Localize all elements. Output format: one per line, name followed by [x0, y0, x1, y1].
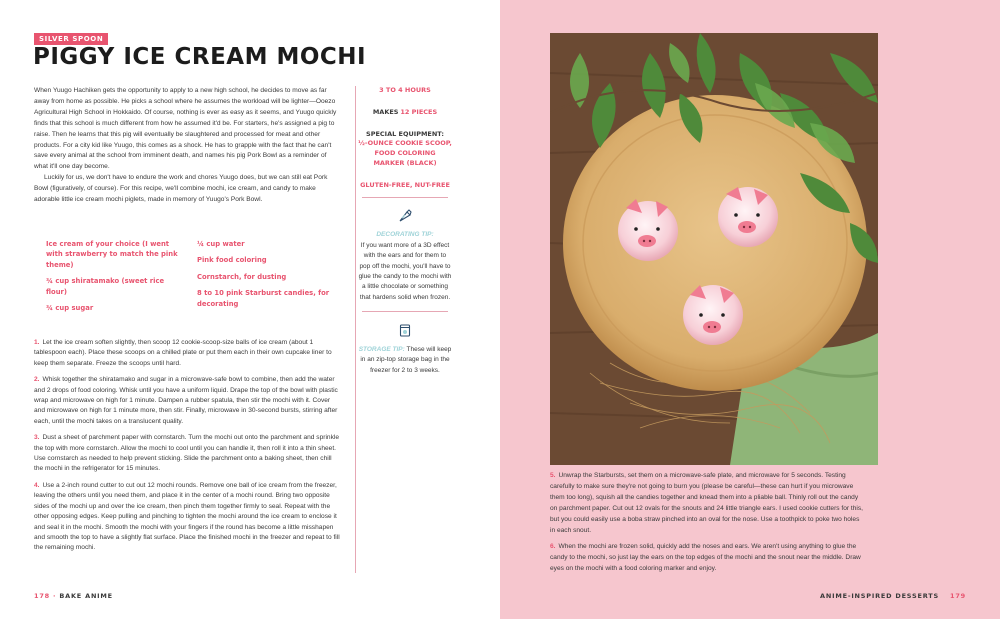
decorating-tip-body [358, 230, 452, 303]
pig-mochi [718, 187, 778, 247]
pig-mochi [683, 285, 743, 345]
step-number: 2. [34, 376, 40, 384]
yield-label: MAKES [372, 107, 399, 116]
recipe-sidebar [358, 86, 452, 388]
right-page [500, 0, 1000, 619]
sidebar-rule [362, 311, 448, 312]
storage-bag-icon [397, 322, 413, 338]
decorating-tip [358, 208, 452, 304]
ingredients-column-1 [46, 239, 186, 319]
step-number: 4. [34, 481, 40, 489]
decorating-tip-text: If you want more of a 3D effect with the ears and for them to pop off the mochi, you'll have to glue the candy to the mochi with a little chocolate or something that hardens solid when frozen. [358, 241, 452, 301]
step-text: Use a 2-inch round cutter to cut out 12 mochi rounds. Remove one ball of ice cream from the freezer, leaving the others until you need them, and place it in the center of a mochi round. Bring two opposite sides of the mochi up and over the ice cream, then pinch them together firmly to seal. Repeat with the other opposing edges. Keep pulling and pinching to tighten the mochi around the ice cream to enclose it and seal it in the mochi. Smooth the mochi with your fingers if the round has become a little misshapen and smooth the top to have a slightly flat surface. Place the finished mochi in the freezer and repeat to fill the remaining mochi. [34, 481, 340, 552]
mochi-photo [550, 33, 878, 465]
intro-paragraph: Luckily for us, we don't have to endure the work and chores Yuugo does, but we can still eat Pork Bowl (figuratively, of course). For this recipe, we'll combine mochi, ice cream, and candy to make adorable little ice cream mochi piglets, made in memory of Yuugo's Pork Bowl. [34, 174, 328, 204]
yield [358, 108, 452, 118]
sidebar-divider [355, 86, 356, 573]
equipment-label: SPECIAL EQUIPMENT: [366, 129, 444, 138]
source-badge: SILVER SPOON [34, 33, 108, 45]
instruction-step [34, 375, 340, 427]
intro-paragraph: When Yuugo Hachiken gets the opportunity to apply to a new high school, he decides to move as far away from home as possible. He picks a school where he assumes the workload will be lighter—Ooezo Agricultural High School in Hokkaido. Of course, nothing is ever as easy as it seems, and Yuugo quickly finds that this school is much different from how he assumed it'd be. For starters, he's assigned a pig to raise. Then he learns that this pig will eventually be slaughtered and processed for meat and other products. For a city kid like Yuugo, this comes as a shock. He has to grapple with the fact that he can't save every animal at the school from imminent death, and names his pig Pork Bowl as a reminder of what it'll one day become. [34, 87, 337, 171]
yield-value: 12 PIECES [400, 107, 438, 116]
page-footer-right [820, 592, 966, 600]
step-text: Unwrap the Starbursts, set them on a microwave-safe plate, and microwave for 5 seconds. Testing carefully to make sure they're not going to burn you (please be careful—these can hurt if you microwave them too long), squish all the candies together and knead them into a pliable ball. Thinly roll out the candy on parchment paper. Cut out 12 ovals for the snouts and 24 little triangle ears. I used cookie cutters for this, but you could easily use a boba straw pinched into an oval for the nose. Use a toothpick to poke two holes in each snout. [550, 472, 864, 534]
page-number: 179 [950, 592, 966, 600]
recipe-title: PIGGY ICE CREAM MOCHI [33, 44, 367, 70]
step-text: Let the ice cream soften slightly, then scoop 12 cookie-scoop-size balls of ice cream (about 1 tablespoon each). Place these scoops on a chilled plate or put them each in their own cupcake liner to keep them separate. Freeze the scoops until hard. [34, 339, 332, 367]
sidebar-rule [362, 197, 448, 198]
instruction-step [34, 338, 340, 369]
book-title: BAKE ANIME [59, 592, 113, 600]
page-number: 178 [34, 592, 50, 600]
step-number: 1. [34, 339, 40, 346]
instruction-step [550, 471, 866, 536]
instruction-step [550, 542, 866, 575]
ingredient: Cornstarch, for dusting [197, 272, 287, 281]
special-equipment [358, 130, 452, 169]
diet-info: GLUTEN-FREE, NUT-FREE [360, 180, 450, 189]
storage-tip-label: STORAGE TIP: [358, 346, 405, 354]
step-number: 5. [550, 472, 556, 479]
ingredients-column-2 [197, 239, 347, 315]
ingredient: ¾ cup sugar [46, 304, 94, 313]
intro-text [34, 86, 338, 206]
storage-tip-body [358, 345, 452, 376]
piping-bag-icon [397, 208, 413, 224]
ingredient: ¾ cup shiratamako (sweet rice flour) [46, 277, 165, 296]
decorating-tip-label: DECORATING TIP: [376, 231, 434, 239]
step-text: When the mochi are frozen solid, quickly add the noses and ears. We aren't using anything to glue the candy to the mochi, so just lay the ears on the top edges of the mochi and the snout near the middle. Draw eyes on the mochi with a food coloring marker and enjoy. [550, 543, 861, 573]
prep-time: 3 TO 4 HOURS [379, 86, 431, 94]
ingredient: Ice cream of your choice (I went with strawberry to match the pink theme) [46, 240, 178, 269]
step-number: 3. [34, 434, 40, 442]
step-text: Dust a sheet of parchment paper with cornstarch. Turn the mochi out onto the parchment and sprinkle the top with more cornstarch. Allow the mochi to cool until you can handle it, then roll it into a thin sheet. Use cornstarch as needed to help prevent sticking. Slide the parchment onto a baking sheet, then chill the mochi in the refrigerator for 15 minutes. [34, 434, 340, 473]
instruction-step [34, 433, 340, 475]
ingredient: ¼ cup water [197, 240, 245, 248]
storage-tip-text: These will keep in an zip-top storage bag in the freezer for 2 to 3 weeks. [360, 346, 452, 374]
storage-tip [358, 322, 452, 376]
step-text: Whisk together the shiratamako and sugar in a microwave-safe bowl to combine, then add the water and 2 drops of food coloring. Whisk until you have a uniform liquid. Drape the top of the bowl with plastic wrap and microwave on high for 1 minute. Dampen a rubber spatula, then stir the mochi with it. Cover and microwave on high for 1 minute more, then stir. Finally, microwave in 30-second bursts, stirring after each, until the mochi takes on a translucent quality. [34, 376, 338, 425]
step-number: 6. [550, 543, 556, 551]
ingredient: Pink food coloring [197, 256, 267, 265]
page-footer-left: 178 · BAKE ANIME [34, 592, 113, 600]
ingredient: 8 to 10 pink Starburst candies, for decorating [197, 289, 330, 308]
equipment-value: ½-OUNCE COOKIE SCOOP, FOOD COLORING MARKER (BLACK) [358, 139, 452, 167]
instruction-step [34, 481, 340, 554]
instructions-left [34, 338, 340, 560]
chapter-title: ANIME-INSPIRED DESSERTS [820, 592, 939, 600]
instructions-right [550, 471, 866, 581]
